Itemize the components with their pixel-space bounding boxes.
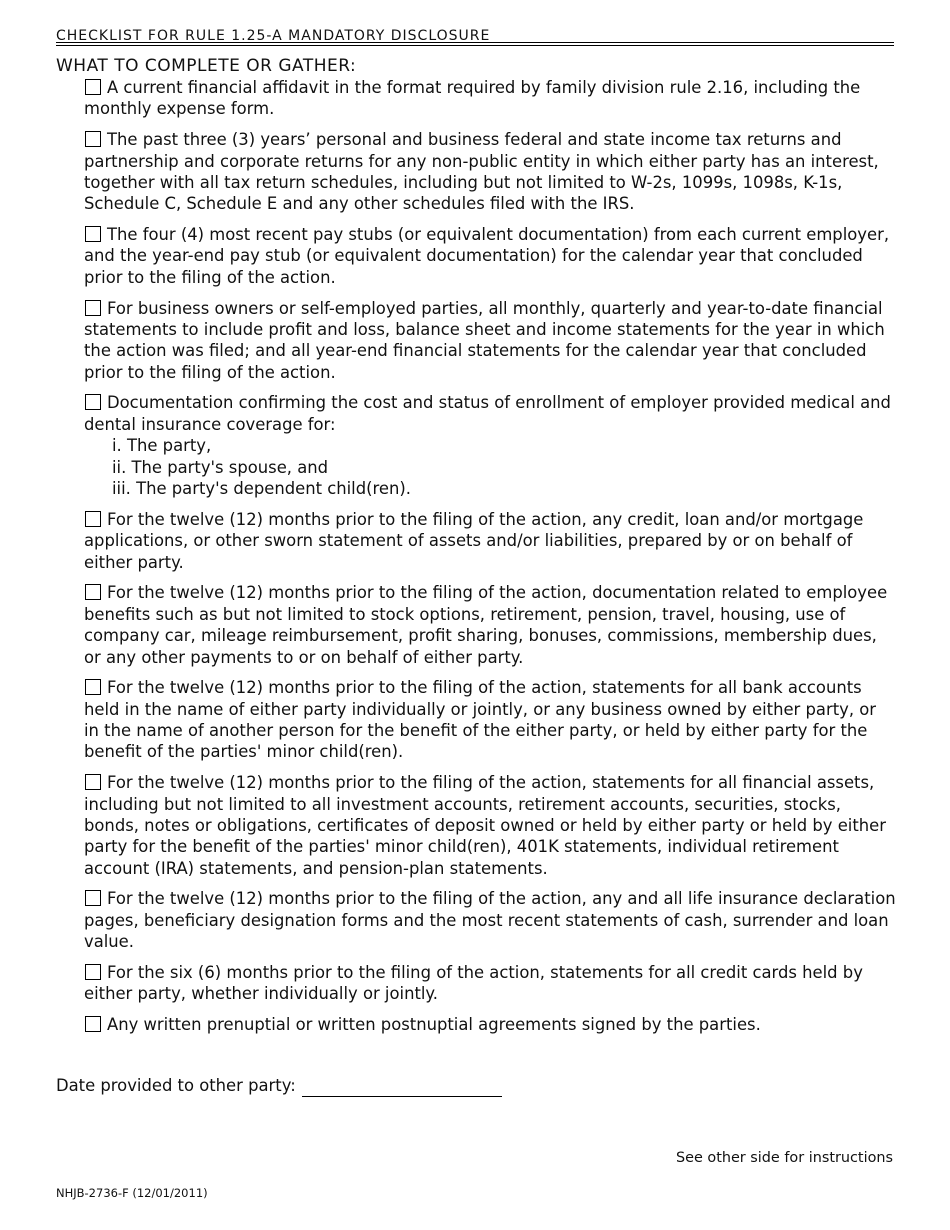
date-provided-field[interactable] <box>302 1096 502 1097</box>
checklist-item <box>84 509 896 573</box>
checklist-item-text: Documentation confirming the cost and status of enrollment of employer provided medical and dental insurance coverage for: <box>84 393 891 434</box>
checklist-item <box>84 392 896 499</box>
checkbox[interactable] <box>85 226 101 242</box>
checklist-item <box>84 1014 896 1035</box>
checklist-item <box>84 129 896 215</box>
disclosure-checklist <box>84 77 896 1045</box>
checklist-subitem: ii. The party's spouse, and <box>112 457 329 477</box>
checkbox[interactable] <box>85 890 101 906</box>
checkbox[interactable] <box>85 131 101 147</box>
checklist-item-text: For the twelve (12) months prior to the filing of the action, statements for all financial assets, including but not limited to all investment accounts, retirement accounts, securities, stocks, bonds, notes or obligations, certificates of deposit owned or held by either party or held by either party for the benefit of the parties' minor child(ren), 401K statements, individual retirement account (IRA) statements, and pension-plan statements. <box>84 773 886 878</box>
checklist-item-text: For the six (6) months prior to the filing of the action, statements for all credit cards held by either party, whether individually or jointly. <box>84 963 863 1004</box>
checklist-item-text: For the twelve (12) months prior to the filing of the action, documentation related to employee benefits such as but not limited to stock options, retirement, pension, travel, housing, use of company car, mileage reimbursement, profit sharing, bonuses, commissions, membership dues, or any other payments to or on behalf of either party. <box>84 583 888 667</box>
checkbox[interactable] <box>85 774 101 790</box>
checklist-item <box>84 224 896 288</box>
checklist-item <box>84 677 896 763</box>
checklist-item-text: The four (4) most recent pay stubs (or equivalent documentation) from each current employer, and the year-end pay stub (or equivalent documentation) for the calendar year that concluded prior to the filing of the action. <box>84 225 890 287</box>
checklist-item-text: For the twelve (12) months prior to the filing of the action, any and all life insurance declaration pages, beneficiary designation forms and the most recent statements of cash, surrender and loan value. <box>84 889 896 952</box>
checklist-item-text: Any written prenuptial or written postnuptial agreements signed by the parties. <box>107 1015 761 1035</box>
checkbox[interactable] <box>85 300 101 316</box>
checkbox[interactable] <box>85 511 101 527</box>
checklist-item <box>84 772 896 879</box>
checklist-item-text: For business owners or self-employed parties, all monthly, quarterly and year-to-date financial statements to include profit and loss, balance sheet and income statements for the year in which the action was filed; and all year-end financial statements for the calendar year that concluded prior to the filing of the action. <box>84 298 885 382</box>
see-other-side-note: See other side for instructions <box>675 1150 893 1166</box>
checklist-subitem: iii. The party's dependent child(ren). <box>112 479 411 499</box>
checklist-item <box>84 962 896 1005</box>
checkbox[interactable] <box>85 679 101 695</box>
date-provided-label: Date provided to other party: <box>56 1076 296 1095</box>
checkbox[interactable] <box>85 1016 101 1032</box>
checkbox[interactable] <box>85 964 101 980</box>
checklist-item-text: For the twelve (12) months prior to the filing of the action, any credit, loan and/or mortgage applications, or other sworn statement of assets and/or liabilities, prepared by or on behalf of either party. <box>84 509 864 572</box>
header-rule-top <box>56 42 894 43</box>
checklist-item <box>84 77 896 120</box>
form-number: NHJB-2736-F (12/01/2011) <box>56 1186 208 1200</box>
section-heading: WHAT TO COMPLETE OR GATHER: <box>56 56 357 76</box>
checklist-item-text: The past three (3) years’ personal and business federal and state income tax returns and partnership and corporate returns for any non-public entity in which either party has an interest, together with all tax return schedules, including but not limited to W-2s, 1099s, 1098s, K-1s, Schedule C, Schedule E and any other schedules filed with the IRS. <box>84 130 879 214</box>
checklist-item <box>84 582 896 668</box>
checklist-item <box>84 298 896 384</box>
checkbox[interactable] <box>85 79 101 95</box>
checkbox[interactable] <box>85 394 101 410</box>
header-rule-bottom <box>56 45 894 46</box>
checklist-subitem: i. The party, <box>112 436 212 456</box>
form-header <box>56 27 894 47</box>
checklist-item <box>84 888 896 952</box>
checklist-item-text: For the twelve (12) months prior to the filing of the action, statements for all bank accounts held in the name of either party individually or jointly, or any business owned by either party, or in the name of another person for the benefit of the either party, or held by either party for the benefit of the parties' minor child(ren). <box>84 678 877 762</box>
form-title: CHECKLIST FOR RULE 1.25-A MANDATORY DISCLOSURE <box>56 28 491 44</box>
checklist-item-text: A current financial affidavit in the format required by family division rule 2.16, including the monthly expense form. <box>84 78 861 119</box>
checkbox[interactable] <box>85 584 101 600</box>
